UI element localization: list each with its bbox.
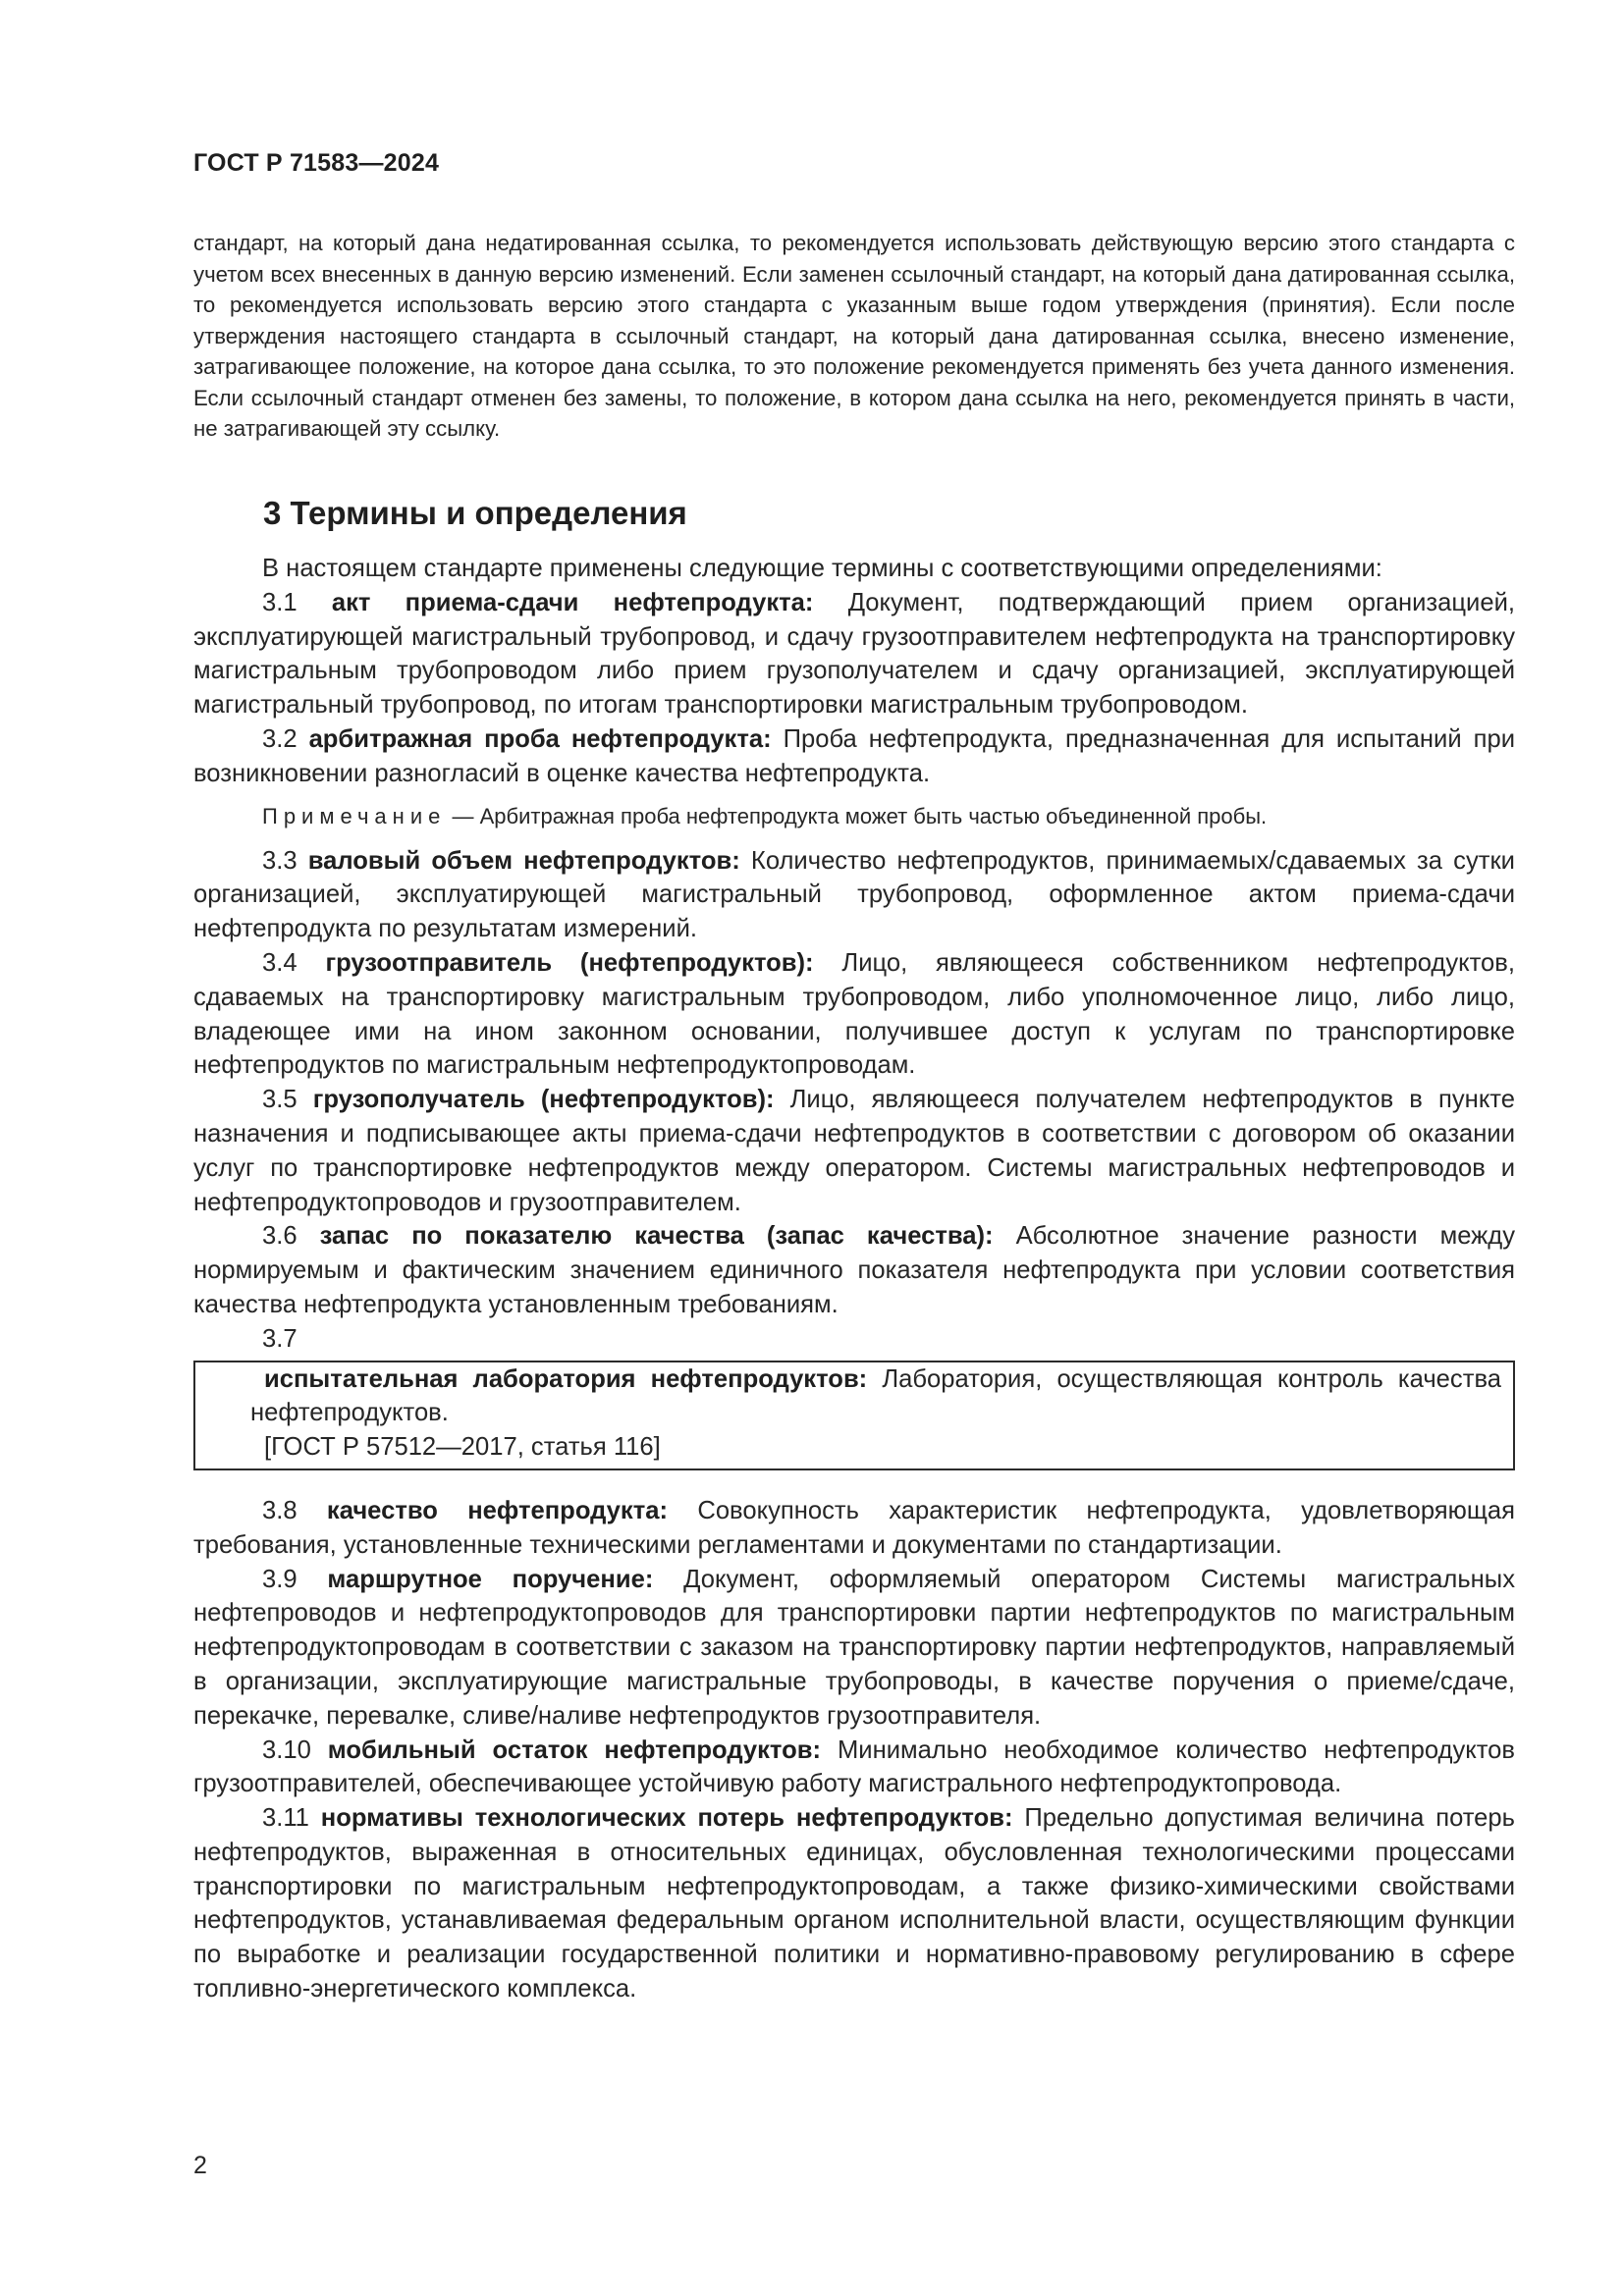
- term-definition: Совокупность характеристик нефтепродукта, удовлетворяющая требования, установленные техническими регламентами и документами по стандартизации.: [193, 1496, 1515, 1559]
- term-number: 3.11: [262, 1804, 309, 1833]
- term-number: 3.10: [262, 1735, 311, 1764]
- term-definition: Лицо, являющееся собственником нефтепродуктов, сдаваемых на транспортировку магистральным трубопроводом, либо уполномоченное лицо, либо лицо, владеющее ими на ином законном основании, получившее доступ к услугам по транспортировке нефтепродуктов по магистральным нефтепродуктопроводам.: [193, 948, 1515, 1080]
- term-name: нормативы технологических потерь нефтепродуктов:: [320, 1804, 1013, 1833]
- term-reference: [ГОСТ Р 57512—2017, статья 116]: [264, 1433, 661, 1462]
- section-title: 3 Термины и определения: [263, 495, 687, 531]
- term-number: 3.9: [262, 1565, 298, 1593]
- term-number: 3.2: [262, 724, 298, 753]
- term-definition: Предельно допустимая величина потерь нефтепродуктов, выраженная в относительных единицах, обусловленная технологическими процессами транспортировки по магистральным нефтепродуктопроводам, а также физико-химическими свойствами нефтепродуктов, устанавливаемая федеральным органом исполнительной власти, осуществляющим функции по выработке и реализации государственной политики и нормативно-правовому регулированию в сфере топливно-энергетического комплекса.: [193, 1804, 1515, 2003]
- term-number: 3.3: [262, 846, 298, 875]
- note-label: Примечание: [262, 803, 447, 828]
- note-text: — Арбитражная проба нефтепродукта может быть частью объединенной пробы.: [452, 803, 1268, 828]
- term-definition: Количество нефтепродуктов, принимаемых/сдаваемых за сутки организацией, эксплуатирующей магистральный трубопровод, оформленное актом приема-сдачи нефтепродукта по результатам измерений.: [193, 846, 1515, 943]
- term-number: 3.8: [262, 1496, 298, 1524]
- term-name: испытательная лаборатория нефтепродуктов:: [264, 1364, 868, 1393]
- term-entry: [193, 1219, 1515, 1321]
- term-definition: Проба нефтепродукта, предназначенная для испытаний при возникновении разногласий в оценке качества нефтепродукта.: [193, 724, 1515, 787]
- term-definition: Документ, подтверждающий прием организацией, эксплуатирующей магистральный трубопровод, и сдачу грузоотправителем нефтепродукта на транспортировку магистральным трубопроводом либо прием грузополучателем и сдачу организацией, эксплуатирующей магистральный трубопровод, по итогам транспортировки магистральным трубопроводом.: [193, 588, 1515, 720]
- term-entry: [250, 1362, 1501, 1431]
- term-entry: [193, 586, 1515, 722]
- term-name: акт приема-сдачи нефтепродукта:: [331, 588, 814, 616]
- continuation-paragraph: стандарт, на который дана недатированная ссылка, то рекомендуется использовать действующую версию этого стандарта с учетом всех внесенных в данную версию изменений. Если заменен ссылочный стандарт, на который дана датированная ссылка, то рекомендуется использовать версию этого стандарта с указанным выше годом утверждения (принятия). Если после утверждения настоящего стандарта в ссылочный стандарт, на который дана датированная ссылка, внесено изменение, затрагивающее положение, на которое дана ссылка, то это положение рекомендуется применять без учета данного изменения. Если ссылочный стандарт отменен без замены, то положение, в котором дана ссылка на него, рекомендуется принять в части, не затрагивающей эту ссылку.: [193, 231, 1515, 441]
- term-entry: [193, 1083, 1515, 1219]
- term-entry: [193, 844, 1515, 946]
- term-definition: Лаборатория, осуществляющая контроль качества нефтепродуктов.: [250, 1364, 1501, 1427]
- term-entry: [193, 1801, 1515, 2006]
- term-name: валовый объем нефтепродуктов:: [307, 846, 740, 875]
- document-id: ГОСТ Р 71583—2024: [193, 149, 440, 177]
- quoted-term-box: [193, 1361, 1515, 1470]
- term-number: 3.4: [262, 948, 298, 977]
- page-number: 2: [193, 2152, 207, 2179]
- term-definition: Минимально необходимое количество нефтепродуктов грузоотправителей, обеспечивающее устойчивую работу магистрального нефтепродуктопровода.: [193, 1735, 1515, 1798]
- term-entry: [193, 1734, 1515, 1802]
- term-name: маршрутное поручение:: [327, 1565, 654, 1593]
- note: [193, 802, 1515, 831]
- term-entry: [193, 946, 1515, 1083]
- term-entry: [193, 1494, 1515, 1563]
- term-entry: [193, 1563, 1515, 1734]
- term-name: грузополучатель (нефтепродуктов):: [312, 1086, 775, 1114]
- term-name: качество нефтепродукта:: [326, 1496, 669, 1524]
- section-intro: В настоящем стандарте применены следующие термины с соответствующими определениями:: [262, 555, 1382, 582]
- term-number: 3.5: [262, 1086, 298, 1114]
- term-name: грузоотправитель (нефтепродуктов):: [325, 948, 814, 977]
- term-number: 3.6: [262, 1222, 298, 1251]
- term-name: запас по показателю качества (запас качества):: [319, 1222, 994, 1251]
- term-definition: Абсолютное значение разности между нормируемым и фактическим значением единичного показателя нефтепродукта при условии соответствия качества нефтепродукта установленным требованиям.: [193, 1222, 1515, 1318]
- term-name: мобильный остаток нефтепродуктов:: [327, 1735, 822, 1764]
- term-name: арбитражная проба нефтепродукта:: [308, 724, 772, 753]
- term-definition: Документ, оформляемый оператором Системы магистральных нефтепроводов и нефтепродуктопроводов для транспортировки партии нефтепродуктов по магистральным нефтепродуктопроводам в соответствии с заказом на транспортировку партии нефтепродуктов, направляемый в организации, эксплуатирующие магистральные трубопроводы, в качестве поручения о приеме/сдаче, перекачке, перевалке, сливе/наливе нефтепродуктов грузоотправителя.: [193, 1565, 1515, 1730]
- term-entry: [193, 722, 1515, 791]
- term-number-standalone: 3.7: [262, 1324, 298, 1353]
- term-number: 3.1: [262, 588, 298, 616]
- term-definition: Лицо, являющееся получателем нефтепродуктов в пункте назначения и подписывающее акты приема-сдачи нефтепродуктов в соответствии с договором об оказании услуг по транспортировке нефтепродуктов между оператором. Системы магистральных нефтепроводов и нефтепродуктопроводов и грузоотправителем.: [193, 1086, 1515, 1216]
- terms-body: [193, 552, 1515, 2006]
